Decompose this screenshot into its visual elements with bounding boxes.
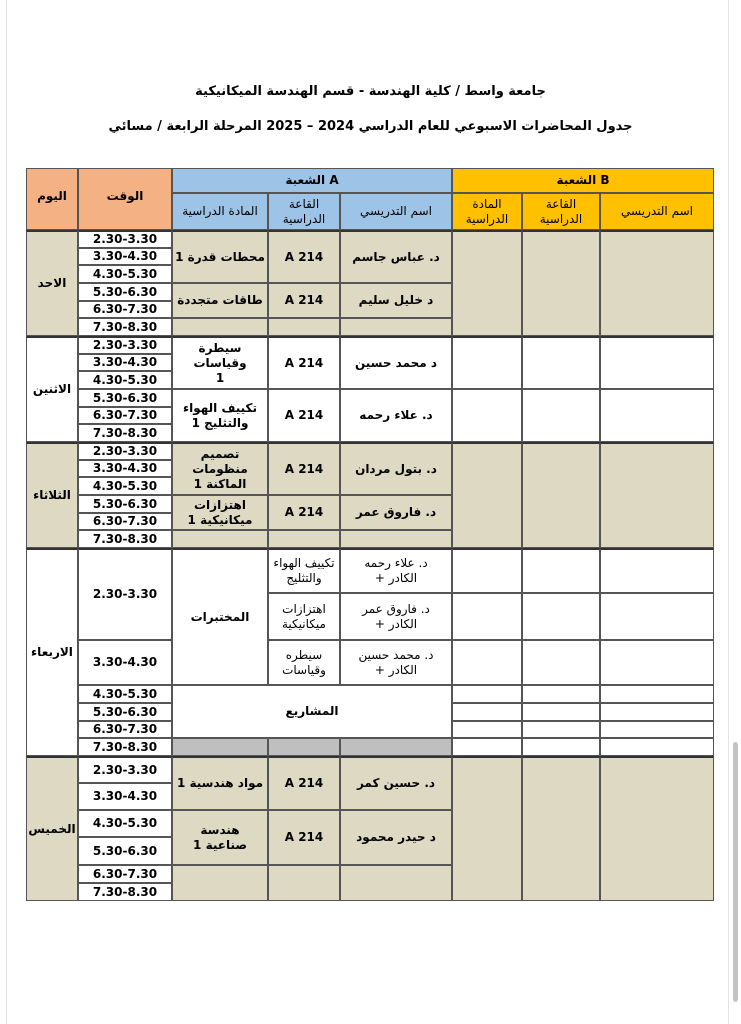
room-cell: A 214	[268, 442, 340, 495]
time-slot: 4.30-5.30	[78, 810, 172, 837]
subject-cell: طاقات متجددة	[172, 283, 268, 318]
teacher-cell: د. حسين كمر	[340, 756, 452, 810]
time-slot: 3.30-4.30	[78, 354, 172, 371]
room-cell: A 214	[268, 756, 340, 810]
subject-cell: سيطرة وقياسات 1	[172, 336, 268, 389]
empty-cell	[268, 865, 340, 901]
b-empty-cell	[452, 640, 522, 685]
b-empty-cell	[600, 230, 714, 336]
b-empty-cell	[452, 230, 522, 336]
lab-teacher-cell: د. علاء رحمه + الكادر	[340, 548, 452, 593]
b-empty-cell	[600, 336, 714, 389]
a-teacher-header: اسم التدريسي	[340, 193, 452, 230]
b-empty-cell	[600, 685, 714, 703]
time-slot: 5.30-6.30	[78, 283, 172, 301]
time-slot: 4.30-5.30	[78, 477, 172, 495]
b-empty-cell	[600, 703, 714, 721]
time-slot: 3.30-4.30	[78, 248, 172, 265]
room-cell: A 214	[268, 336, 340, 389]
time-slot: 5.30-6.30	[78, 389, 172, 407]
a-subject-header: المادة الدراسية	[172, 193, 268, 230]
lab-teacher-cell: د. فاروق عمر + الكادر	[340, 593, 452, 640]
time-slot: 3.30-4.30	[78, 460, 172, 477]
b-empty-cell	[452, 721, 522, 738]
teacher-cell: د محمد حسين	[340, 336, 452, 389]
subject-cell: تكييف الهواء والتثليج 1	[172, 389, 268, 442]
gray-cell	[340, 738, 452, 756]
section-a-header: الشعبة A	[172, 168, 452, 193]
empty-cell	[172, 318, 268, 336]
lab-subject-cell: سيطره وقياسات	[268, 640, 340, 685]
b-empty-cell	[600, 756, 714, 901]
time-slot: 2.30-3.30	[78, 230, 172, 248]
b-empty-cell	[452, 442, 522, 548]
vertical-scrollbar[interactable]	[733, 742, 738, 1002]
b-empty-cell	[522, 548, 600, 593]
time-slot: 3.30-4.30	[78, 640, 172, 685]
time-slot: 2.30-3.30	[78, 756, 172, 783]
time-slot: 5.30-6.30	[78, 495, 172, 513]
b-empty-cell	[452, 703, 522, 721]
teacher-cell: د خليل سليم	[340, 283, 452, 318]
b-empty-cell	[600, 640, 714, 685]
time-slot: 6.30-7.30	[78, 301, 172, 318]
time-slot: 3.30-4.30	[78, 783, 172, 810]
time-slot: 2.30-3.30	[78, 336, 172, 354]
subject-cell: مواد هندسية 1	[172, 756, 268, 810]
empty-cell	[172, 865, 268, 901]
teacher-cell: د. بتول مردان	[340, 442, 452, 495]
b-teacher-header: اسم التدريسي	[600, 193, 714, 230]
room-cell: A 214	[268, 283, 340, 318]
teacher-cell: د. فاروق عمر	[340, 495, 452, 530]
time-slot: 7.30-8.30	[78, 318, 172, 336]
day-label-thursday: الخميس	[26, 756, 78, 901]
b-empty-cell	[452, 593, 522, 640]
time-slot: 6.30-7.30	[78, 865, 172, 883]
gray-cell	[268, 738, 340, 756]
time-slot: 7.30-8.30	[78, 738, 172, 756]
b-empty-cell	[452, 685, 522, 703]
b-empty-cell	[522, 703, 600, 721]
time-slot: 5.30-6.30	[78, 703, 172, 721]
time-slot: 5.30-6.30	[78, 837, 172, 865]
time-slot: 2.30-3.30	[78, 548, 172, 640]
time-slot: 7.30-8.30	[78, 424, 172, 442]
b-empty-cell	[522, 685, 600, 703]
time-column-header: الوقت	[78, 168, 172, 230]
room-cell: A 214	[268, 230, 340, 283]
subject-cell: اهتزازات ميكانيكية 1	[172, 495, 268, 530]
time-slot: 4.30-5.30	[78, 265, 172, 283]
room-cell: A 214	[268, 495, 340, 530]
day-column-header: اليوم	[26, 168, 78, 230]
empty-cell	[340, 865, 452, 901]
lab-teacher-cell: د. محمد حسين + الكادر	[340, 640, 452, 685]
subject-cell: محطات قدرة 1	[172, 230, 268, 283]
b-subject-header: المادة الدراسية	[452, 193, 522, 230]
b-empty-cell	[522, 593, 600, 640]
subject-cell: هندسة صناعية 1	[172, 810, 268, 865]
b-empty-cell	[522, 336, 600, 389]
time-slot: 4.30-5.30	[78, 685, 172, 703]
time-slot: 6.30-7.30	[78, 721, 172, 738]
b-empty-cell	[600, 721, 714, 738]
time-slot: 4.30-5.30	[78, 371, 172, 389]
gray-cell	[172, 738, 268, 756]
day-label-monday: الاثنين	[26, 336, 78, 442]
empty-cell	[172, 530, 268, 548]
lab-subject-cell: تكييف الهواء والتثليج	[268, 548, 340, 593]
day-label-sunday: الاحد	[26, 230, 78, 336]
subject-cell: تصميم منظومات الماكنة 1	[172, 442, 268, 495]
time-slot: 7.30-8.30	[78, 883, 172, 901]
b-empty-cell	[452, 548, 522, 593]
b-empty-cell	[600, 442, 714, 548]
b-empty-cell	[522, 640, 600, 685]
time-slot: 6.30-7.30	[78, 407, 172, 424]
empty-cell	[268, 318, 340, 336]
document-subtitle: جدول المحاضرات الاسبوعي للعام الدراسي 2024 – 2025 المرحلة الرابعة / مسائي	[108, 119, 633, 134]
b-empty-cell	[452, 738, 522, 756]
empty-cell	[268, 530, 340, 548]
b-empty-cell	[600, 593, 714, 640]
b-empty-cell	[600, 389, 714, 442]
teacher-cell: د حيدر محمود	[340, 810, 452, 865]
b-empty-cell	[452, 336, 522, 389]
empty-cell	[340, 530, 452, 548]
b-empty-cell	[600, 548, 714, 593]
document-title: جامعة واسط / كلية الهندسة - قسم الهندسة الميكانيكية	[195, 84, 546, 99]
b-empty-cell	[522, 389, 600, 442]
room-cell: A 214	[268, 810, 340, 865]
lab-subject-cell: اهتزازات ميكانيكية	[268, 593, 340, 640]
time-slot: 6.30-7.30	[78, 513, 172, 530]
b-empty-cell	[522, 442, 600, 548]
b-empty-cell	[452, 389, 522, 442]
projects-cell: المشاريع	[172, 685, 452, 738]
day-label-wednesday: الاربعاء	[26, 548, 78, 756]
time-slot: 7.30-8.30	[78, 530, 172, 548]
b-empty-cell	[452, 756, 522, 901]
day-label-tuesday: الثلاثاء	[26, 442, 78, 548]
b-empty-cell	[522, 756, 600, 901]
b-room-header: القاعة الدراسية	[522, 193, 600, 230]
empty-cell	[340, 318, 452, 336]
labs-cell: المختبرات	[172, 548, 268, 685]
b-empty-cell	[600, 738, 714, 756]
b-empty-cell	[522, 738, 600, 756]
time-slot: 2.30-3.30	[78, 442, 172, 460]
b-empty-cell	[522, 230, 600, 336]
b-empty-cell	[522, 721, 600, 738]
section-b-header: الشعبة B	[452, 168, 714, 193]
a-room-header: القاعة الدراسية	[268, 193, 340, 230]
teacher-cell: د. عباس جاسم	[340, 230, 452, 283]
room-cell: A 214	[268, 389, 340, 442]
teacher-cell: د. علاء رحمه	[340, 389, 452, 442]
schedule-table	[26, 168, 714, 901]
